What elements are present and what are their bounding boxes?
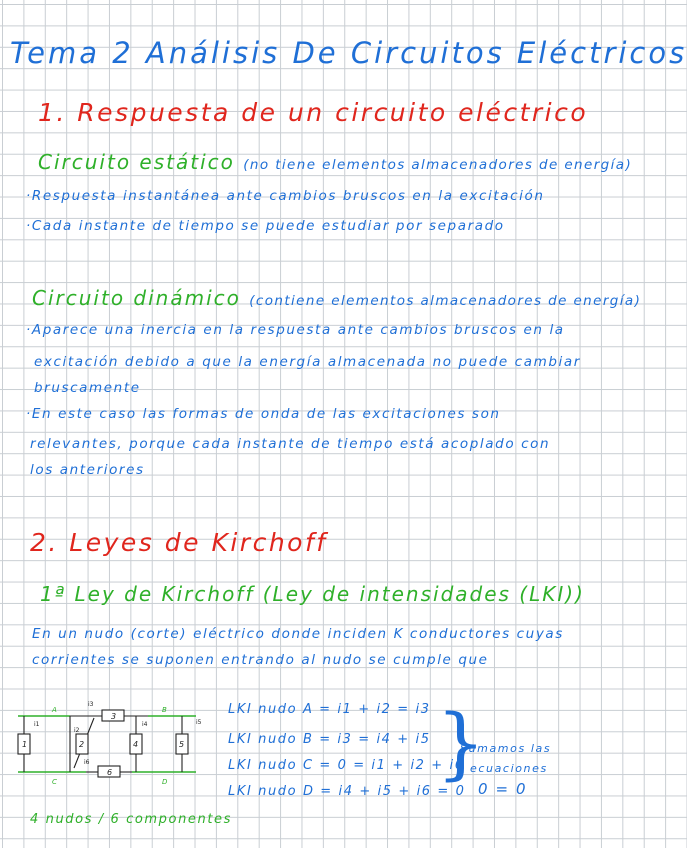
current-label-i6: i6 (84, 759, 90, 766)
dynamic-circuit-heading (32, 286, 641, 310)
circuit-diagram (14, 700, 224, 788)
section-1-heading: 1. Respuesta de un circuito eléctrico (38, 98, 589, 127)
current-label-i4: i4 (142, 721, 148, 728)
static-circuit-heading (38, 150, 632, 174)
dynamic-circuit-title: Circuito dinámico (32, 286, 241, 310)
component-label-4: 4 (133, 740, 139, 749)
dynamic-bullet-2-line-3: los anteriores (30, 462, 145, 478)
node-label-d: D (162, 778, 168, 786)
dynamic-bullet-2-line-2: relevantes, porque cada instante de tiempo está acoplado con (30, 436, 551, 452)
current-label-i1: i1 (34, 721, 40, 728)
equation-node-c: LKI nudo C = 0 = i1 + i2 + i6 (228, 758, 465, 773)
first-law-text-line-1: En un nudo (corte) eléctrico donde inciden K conductores cuyas (32, 626, 564, 642)
equation-node-b: LKI nudo B = i3 = i4 + i5 (228, 732, 431, 747)
static-circuit-title: Circuito estático (38, 150, 235, 174)
node-label-b: B (162, 706, 167, 714)
dynamic-bullet-1-line-1: ·Aparece una inercia en la respuesta ante cambios bruscos en la (26, 322, 565, 338)
static-bullet-2: ·Cada instante de tiempo se puede estudiar por separado (26, 218, 505, 234)
node-label-a: A (52, 706, 57, 714)
dynamic-bullet-1-line-2: excitación debido a que la energía almacenada no puede cambiar (34, 354, 581, 370)
dynamic-bullet-1-text-1: Aparece una inercia en la respuesta ante cambios bruscos en la (31, 322, 565, 338)
component-label-6: 6 (107, 768, 113, 777)
current-label-i3: i3 (88, 701, 94, 708)
component-label-2: 2 (79, 740, 85, 749)
dynamic-bullet-2-text-1: En este caso las formas de onda de las excitaciones son (31, 406, 501, 422)
brace-icon: } (436, 699, 486, 789)
dynamic-bullet-2-line-1: ·En este caso las formas de onda de las excitaciones son (26, 406, 501, 422)
equation-node-a: LKI nudo A = i1 + i2 = i3 (228, 702, 431, 717)
first-law-text-line-2: corrientes se suponen entrando al nudo se cumple que (32, 652, 489, 668)
sum-text-line-2: ecuaciones (470, 762, 548, 775)
current-label-i5: i5 (196, 719, 202, 726)
static-circuit-note: (no tiene elementos almacenadores de energía) (243, 157, 633, 173)
component-label-3: 3 (111, 712, 117, 721)
current-label-i2: i2 (74, 727, 80, 734)
component-label-1: 1 (22, 740, 28, 749)
page-title: Tema 2 Análisis De Circuitos Eléctricos (10, 36, 687, 70)
first-law-heading: 1ª Ley de Kirchoff (Ley de intensidades (LKI)) (40, 582, 585, 606)
sum-text-line-1: Sumamos las (460, 742, 552, 755)
sum-result: 0 = 0 (478, 780, 528, 798)
dynamic-circuit-note: (contiene elementos almacenadores de energía) (249, 293, 642, 309)
static-bullet-1: ·Respuesta instantánea ante cambios bruscos en la excitación (26, 188, 545, 204)
circuit-caption: 4 nudos / 6 componentes (30, 812, 233, 827)
equation-node-d: LKI nudo D = i4 + i5 + i6 = 0 (228, 784, 466, 799)
static-bullet-2-text: Cada instante de tiempo se puede estudiar por separado (31, 218, 505, 234)
component-label-5: 5 (179, 740, 185, 749)
node-label-c: C (52, 778, 57, 786)
dynamic-bullet-1-line-3: bruscamente (34, 380, 141, 396)
section-2-heading: 2. Leyes de Kirchoff (30, 528, 328, 557)
static-bullet-1-text: Respuesta instantánea ante cambios bruscos en la excitación (31, 188, 545, 204)
